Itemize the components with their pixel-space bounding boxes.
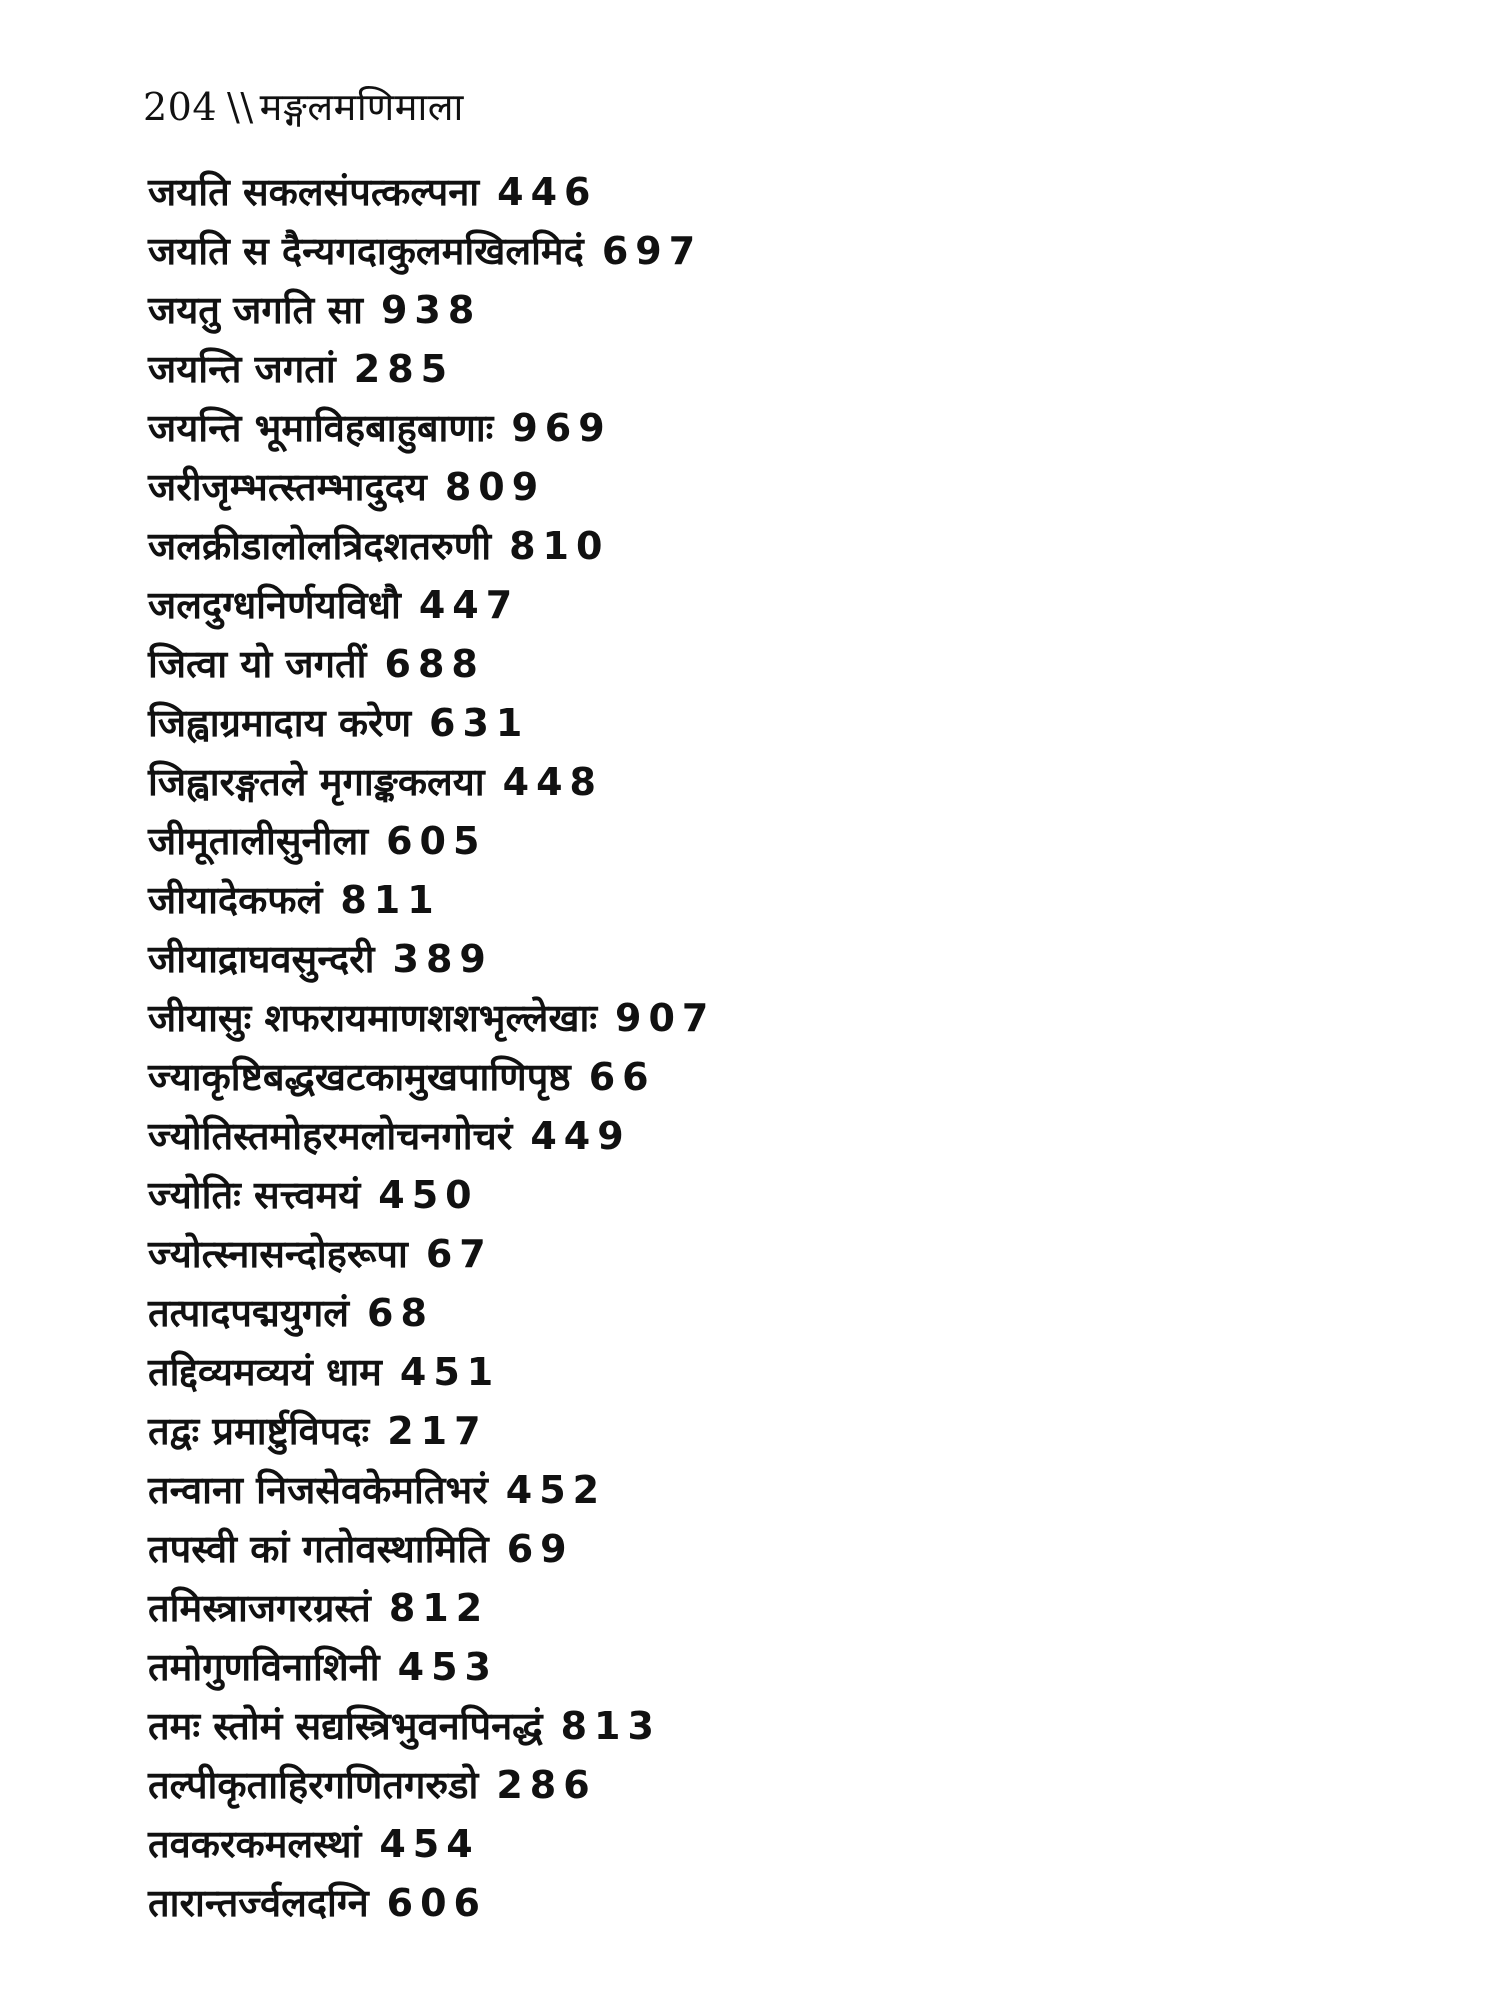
entry-number: 811 <box>340 878 441 922</box>
index-entry <box>148 753 715 812</box>
entry-number: 813 <box>560 1704 661 1748</box>
index-entry <box>148 576 715 635</box>
entry-number: 286 <box>496 1763 597 1807</box>
entry-text: जलदुग्धनिर्णयविधौ <box>148 583 401 627</box>
page-number: 204 <box>143 85 218 129</box>
index-entry <box>148 1697 715 1756</box>
index-entry <box>148 163 715 222</box>
index-entry <box>148 1815 715 1874</box>
entry-number: 448 <box>502 760 603 804</box>
entry-number: 68 <box>367 1291 434 1335</box>
index-entry <box>148 1638 715 1697</box>
entry-text: जीयादेकफलं <box>148 878 323 922</box>
entry-text: जित्वा यो जगतीं <box>148 642 367 686</box>
entry-text: जयति सकलसंपत्कल्पना <box>148 170 480 214</box>
entry-number: 285 <box>353 347 455 391</box>
entry-text: तन्वाना निजसेवकेमतिभरं <box>148 1468 488 1512</box>
entry-number: 907 <box>615 996 716 1040</box>
index-entry <box>148 1461 715 1520</box>
entry-text: जयति स दैन्यगदाकुलमखिलमिदं <box>148 229 584 273</box>
index-entry <box>148 1520 715 1579</box>
entry-text: जीमूतालीसुनीला <box>148 819 369 863</box>
index-entry <box>148 930 715 989</box>
header-separator: \\ <box>227 85 254 129</box>
index-entry <box>148 1402 715 1461</box>
index-entry <box>148 1048 715 1107</box>
entry-number: 697 <box>601 229 703 273</box>
index-entry <box>148 635 715 694</box>
entry-text: तमोगुणविनाशिनी <box>148 1645 380 1689</box>
index-entry <box>148 812 715 871</box>
entry-text: जयन्ति भूमाविहबाहुबाणाः <box>148 406 494 450</box>
entry-text: तपस्वी कां गतोवस्थामिति <box>148 1527 489 1571</box>
entry-text: जिह्वाग्रमादाय करेण <box>148 701 412 745</box>
entry-text: तारान्तर्ज्वलदग्नि <box>148 1881 369 1925</box>
entry-text: जलक्रीडालोलत्रिदशतरुणी <box>148 524 492 568</box>
entry-text: जीयाद्राघवसुन्दरी <box>148 937 375 981</box>
index-entry <box>148 1343 715 1402</box>
entry-text: तल्पीकृताहिरगणितगरुडो <box>148 1763 479 1807</box>
index-entry <box>148 989 715 1048</box>
entry-number: 810 <box>509 524 610 568</box>
entry-text: ज्योत्स्नासन्दोहरूपा <box>148 1232 408 1276</box>
index-entry <box>148 281 715 340</box>
entry-text: जीयासुः शफरायमाणशशभृल्लेखाः <box>148 996 598 1040</box>
entry-text: जरीजृम्भत्स्तम्भादुदय <box>148 465 427 509</box>
verse-index-list <box>148 163 715 1933</box>
index-entry <box>148 1874 715 1933</box>
index-entry <box>148 1756 715 1815</box>
index-entry <box>148 340 715 399</box>
running-head <box>143 82 464 132</box>
entry-number: 450 <box>378 1173 479 1217</box>
entry-text: तवकरकमलस्थां <box>148 1822 362 1866</box>
entry-text: ज्योतिः सत्त्वमयं <box>148 1173 361 1217</box>
entry-text: तमिस्त्राजगरग्रस्तं <box>148 1586 371 1630</box>
index-entry <box>148 1579 715 1638</box>
entry-text: तत्पादपद्मयुगलं <box>148 1291 350 1335</box>
entry-text: तद्दिव्यमव्ययं धाम <box>148 1350 382 1394</box>
entry-text: ज्याकृष्टिबद्धखटकामुखपाणिपृष्ठ <box>148 1055 571 1099</box>
index-entry <box>148 1107 715 1166</box>
entry-number: 446 <box>497 170 598 214</box>
entry-number: 389 <box>392 937 493 981</box>
entry-number: 452 <box>505 1468 607 1512</box>
index-entry <box>148 1225 715 1284</box>
book-title: मङ्गलमणिमाला <box>259 85 464 129</box>
entry-number: 67 <box>425 1232 493 1276</box>
entry-number: 69 <box>506 1527 574 1571</box>
entry-text: तमः स्तोमं सद्यस्त्रिभुवनपिनद्धं <box>148 1704 543 1748</box>
entry-number: 812 <box>388 1586 490 1630</box>
index-entry <box>148 871 715 930</box>
index-entry <box>148 1166 715 1225</box>
entry-number: 605 <box>386 819 487 863</box>
entry-number: 453 <box>397 1645 498 1689</box>
index-entry <box>148 517 715 576</box>
entry-text: ज्योतिस्तमोहरमलोचनगोचरं <box>148 1114 513 1158</box>
index-entry <box>148 222 715 281</box>
entry-text: तद्वः प्रमार्ष्टुविपदः <box>148 1409 370 1453</box>
index-entry <box>148 399 715 458</box>
entry-number: 66 <box>588 1055 656 1099</box>
entry-text: जयन्ति जगतां <box>148 347 336 391</box>
entry-number: 938 <box>380 288 482 332</box>
entry-text: जिह्वारङ्गतले मृगाङ्ककलया <box>148 760 485 804</box>
entry-number: 606 <box>386 1881 487 1925</box>
entry-number: 688 <box>384 642 485 686</box>
index-entry <box>148 458 715 517</box>
entry-number: 969 <box>511 406 612 450</box>
entry-number: 809 <box>444 465 546 509</box>
entry-number: 447 <box>418 583 520 627</box>
index-entry <box>148 694 715 753</box>
entry-number: 454 <box>379 1822 480 1866</box>
entry-number: 451 <box>399 1350 501 1394</box>
entry-number: 631 <box>429 701 530 745</box>
entry-number: 449 <box>530 1114 631 1158</box>
entry-number: 217 <box>387 1409 488 1453</box>
index-entry <box>148 1284 715 1343</box>
entry-text: जयतु जगति सा <box>148 288 363 332</box>
